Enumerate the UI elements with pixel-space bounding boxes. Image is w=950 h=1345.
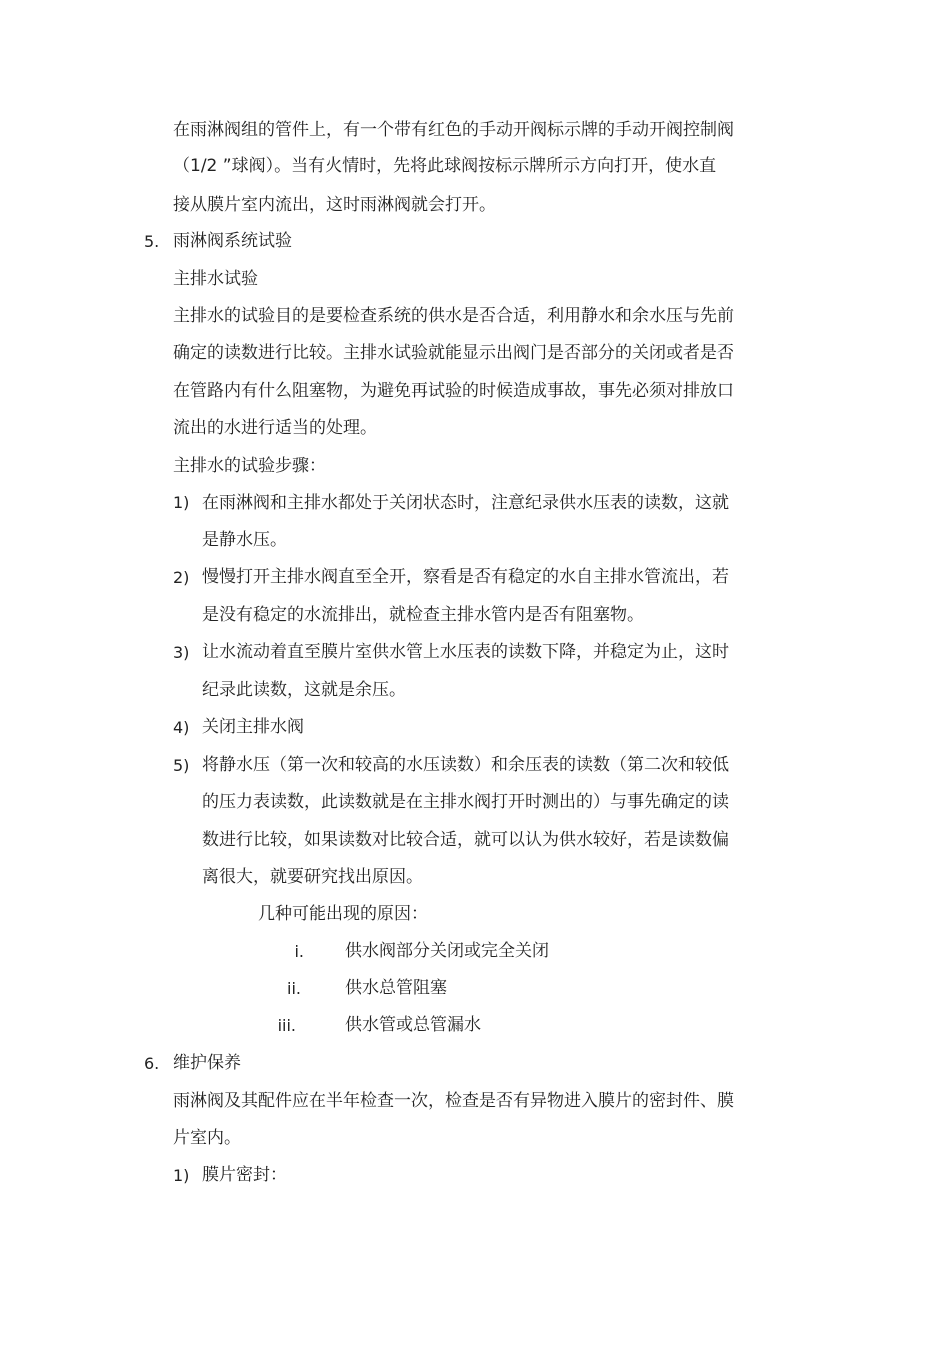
step-line: 慢慢打开主排水阀直至全开，察看是否有稳定的水自主排水管流出，若 [202, 567, 729, 587]
paragraph-line: 确定的读数进行比较。主排水试验就能显示出阀门是否部分的关闭或者是否 [173, 343, 734, 363]
cause-text: 供水管或总管漏水 [345, 1015, 481, 1035]
section-number: 5. [144, 232, 160, 251]
step-number: 4) [173, 718, 190, 737]
section-title: 雨淋阀系统试验 [173, 231, 292, 251]
step-line: 将静水压（第一次和较高的水压读数）和余压表的读数（第二次和较低 [202, 755, 729, 775]
cause-number: ii. [287, 979, 301, 998]
step-number: 5) [173, 756, 190, 775]
paragraph-line: 雨淋阀及其配件应在半年检查一次，检查是否有异物进入膜片的密封件、膜 [173, 1091, 734, 1111]
causes-title: 几种可能出现的原因： [258, 904, 428, 924]
step-number: 1) [173, 493, 190, 512]
steps-title: 主排水的试验步骤： [173, 456, 326, 476]
item-number: 1) [173, 1166, 190, 1185]
step-line: 的压力表读数，此读数就是在主排水阀打开时测出的）与事先确定的读 [202, 792, 729, 812]
paragraph-line: 片室内。 [173, 1128, 241, 1148]
step-number: 3) [173, 643, 190, 662]
cause-text: 供水总管阻塞 [345, 978, 447, 998]
intro-line: （1/2 ”球阀）。当有火情时，先将此球阀按标示牌所示方向打开，使水直 [173, 156, 717, 176]
step-line: 在雨淋阀和主排水都处于关闭状态时，注意纪录供水压表的读数，这就 [202, 493, 729, 513]
step-line: 数进行比较，如果读数对比较合适，就可以认为供水较好，若是读数偏 [202, 830, 729, 850]
intro-line: 在雨淋阀组的管件上，有一个带有红色的手动开阀标示牌的手动开阀控制阀 [173, 120, 734, 140]
intro-line: 接从膜片室内流出，这时雨淋阀就会打开。 [173, 195, 496, 215]
paragraph-line: 流出的水进行适当的处理。 [173, 418, 377, 438]
section-number: 6. [144, 1054, 160, 1073]
cause-text: 供水阀部分关闭或完全关闭 [345, 941, 549, 961]
step-number: 2) [173, 568, 190, 587]
step-line: 离很大，就要研究找出原因。 [202, 867, 423, 887]
step-line: 是静水压。 [202, 530, 287, 550]
subsection-title: 主排水试验 [173, 269, 258, 289]
step-line: 纪录此读数，这就是余压。 [202, 680, 406, 700]
paragraph-line: 在管路内有什么阻塞物，为避免再试验的时候造成事故，事先必须对排放口 [173, 381, 734, 401]
step-line: 让水流动着直至膜片室供水管上水压表的读数下降，并稳定为止，这时 [202, 642, 729, 662]
item-text: 膜片密封： [202, 1165, 287, 1185]
cause-number: iii. [277, 1016, 296, 1035]
cause-number: i. [294, 942, 304, 961]
step-line: 是没有稳定的水流排出，就检查主排水管内是否有阻塞物。 [202, 605, 644, 625]
step-line: 关闭主排水阀 [202, 717, 304, 737]
section-title: 维护保养 [173, 1053, 241, 1073]
paragraph-line: 主排水的试验目的是要检查系统的供水是否合适，利用静水和余水压与先前 [173, 306, 734, 326]
